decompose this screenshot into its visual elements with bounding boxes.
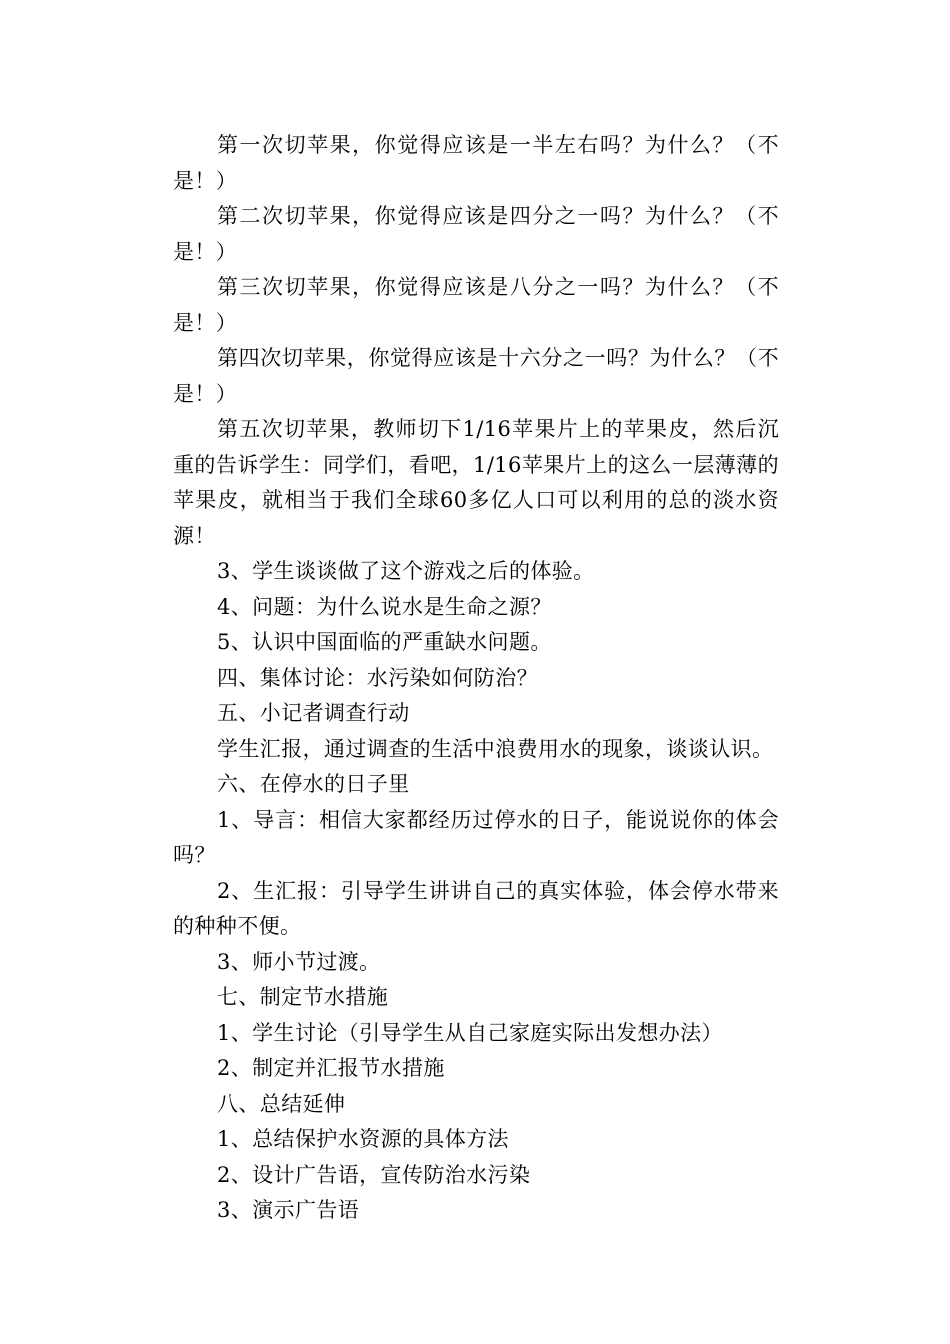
paragraph-slogan: 2、设计广告语，宣传防治水污染 [217,1162,531,1187]
paragraph-summary: 1、总结保护水资源的具体方法 [217,1127,509,1151]
section-heading-5: 五、小记者调查行动 [217,701,410,725]
paragraph-cut-3: 第三次切苹果，你觉得应该是八分之一吗？为什么？（不是！） [173,275,779,335]
paragraph-intro: 1、导言：相信大家都经历过停水的日子，能说说你的体会吗？ [173,807,779,867]
paragraph-student-report: 2、生汇报：引导学生讲讲自己的真实体验，体会停水带来的种种不便。 [173,878,779,938]
paragraph-discussion: 1、学生讨论（引导学生从自己家庭实际出发想办法） [217,1020,723,1045]
section-heading-6: 六、在停水的日子里 [217,772,410,796]
paragraph-cut-2: 第二次切苹果，你觉得应该是四分之一吗？为什么？（不是！） [173,204,779,264]
paragraph-item-4: 4、问题：为什么说水是生命之源？ [217,594,552,619]
paragraph-transition: 3、师小节过渡。 [217,949,381,974]
paragraph-item-5: 5、认识中国面临的严重缺水问题。 [217,630,552,654]
section-heading-8: 八、总结延伸 [217,1091,346,1116]
paragraph-cut-5: 第五次切苹果，教师切下1/16苹果片上的苹果皮，然后沉重的告诉学生：同学们，看吧，1/16苹果片上的这么一层薄薄的苹果皮，就相当于我们全球60多亿人口可以利用的总的淡水资源！ [173,417,779,548]
paragraph-item-3: 3、学生谈谈做了这个游戏之后的体验。 [217,559,595,583]
document-body [173,128,779,1229]
paragraph-demo: 3、演示广告语 [217,1198,360,1222]
paragraph-measures: 2、制定并汇报节水措施 [217,1056,445,1080]
paragraph-cut-1: 第一次切苹果，你觉得应该是一半左右吗？为什么？（不是！） [173,133,779,193]
section-heading-7: 七、制定节水措施 [217,985,389,1009]
paragraph-report: 学生汇报，通过调查的生活中浪费用水的现象，谈谈认识。 [217,736,774,761]
section-heading-4: 四、集体讨论：水污染如何防治？ [217,665,538,690]
paragraph-cut-4: 第四次切苹果，你觉得应该是十六分之一吗？为什么？（不是！） [173,346,779,406]
